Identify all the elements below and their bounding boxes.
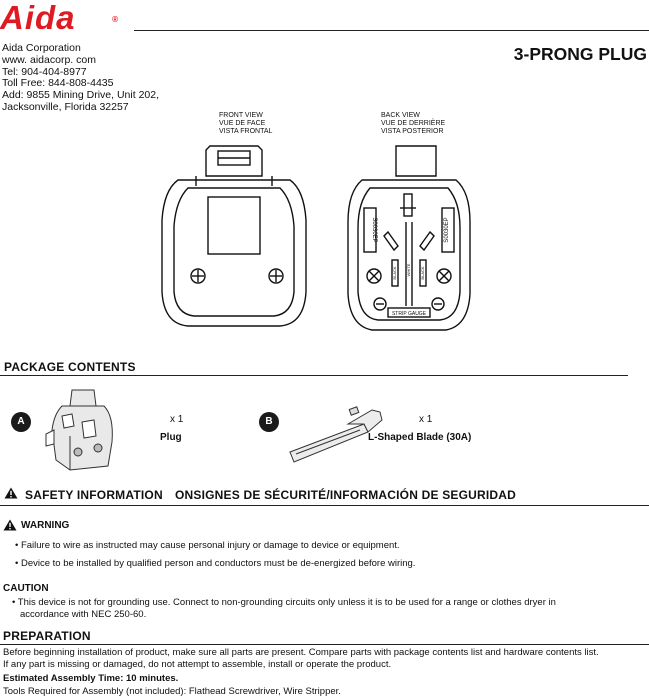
warning-icon	[3, 519, 17, 531]
badge-a: A	[11, 412, 31, 432]
company-address-2: Jacksonville, Florida 32257	[2, 100, 129, 113]
back-label-left: S0030EP	[371, 217, 377, 243]
logo-text: Aida	[0, 0, 76, 36]
package-contents-heading: PACKAGE CONTENTS	[4, 360, 136, 374]
preparation-line-1: Before beginning installation of product, make sure all parts are present. Compare parts with package contents list and hardware contents list.	[3, 647, 599, 658]
caution-bullet-line-1: • This device is not for grounding use. Connect to non-grounding circuits only unless it is to be used for a range or clothes dryer in	[12, 597, 556, 608]
front-view-caption	[219, 112, 272, 136]
safety-heading-translated: ONSIGNES DE SÉCURITÉ/INFORMACIÓN DE SEGURIDAD	[175, 488, 517, 502]
plug-image	[42, 386, 118, 474]
package-rule	[0, 375, 628, 376]
company-toll-free: Toll Free: 844-808-4435	[2, 77, 114, 90]
company-name: Aida Corporation	[2, 42, 81, 54]
company-tel: Tel: 904-404-8977	[2, 65, 87, 78]
safety-rule	[0, 505, 649, 506]
back-view-drawing	[344, 142, 474, 334]
badge-b: B	[259, 412, 279, 432]
safety-heading: SAFETY INFORMATION	[25, 488, 163, 502]
preparation-rule	[0, 644, 649, 645]
warning-triangle-icon	[4, 487, 18, 499]
back-view-en: BACK VIEW	[381, 112, 420, 119]
company-info	[2, 43, 159, 114]
warning-bullet-2: • Device to be installed by qualified person and conductors must be de-energized before wiring.	[15, 558, 416, 569]
caution-label: CAUTION	[3, 583, 49, 594]
back-view-es: VISTA POSTERIOR	[381, 128, 444, 135]
warning-label: WARNING	[21, 520, 70, 531]
back-view-fr: VUE DE DERRIÈRE	[381, 120, 446, 127]
blade-quantity: x 1	[419, 414, 433, 425]
front-view-es: VISTA FRONTAL	[219, 128, 273, 135]
back-view-caption	[381, 112, 445, 136]
assembly-time: Estimated Assembly Time: 10 minutes.	[3, 673, 179, 684]
back-label-black-left: BLACK	[392, 266, 397, 280]
plug-name: Plug	[160, 432, 182, 443]
caution-bullet-line-2: accordance with NEC 250-60.	[20, 609, 147, 620]
blade-name: L-Shaped Blade (30A)	[368, 432, 472, 443]
tools-required: Tools Required for Assembly (not included): Flathead Screwdriver, Wire Stripper.	[3, 686, 341, 697]
back-label-strip-gauge: STRIP GAUGE	[391, 311, 427, 317]
document-title: 3-PRONG PLUG	[513, 44, 647, 64]
back-label-black-right: BLACK	[420, 266, 425, 280]
front-view-fr: VUE DE FACE	[219, 120, 266, 127]
company-website: www. aidacorp. com	[2, 53, 96, 66]
back-label-white: WHITE	[406, 263, 411, 277]
registered-mark: ®	[112, 15, 119, 24]
preparation-line-2: If any part is missing or damaged, do not attempt to assemble, install or operate the product.	[3, 659, 392, 670]
front-view-en: FRONT VIEW	[219, 112, 263, 119]
front-view-drawing	[158, 142, 310, 334]
back-label-right: S0030EP	[444, 217, 450, 243]
warning-bullet-1: • Failure to wire as instructed may cause personal injury or damage to device or equipment.	[15, 540, 400, 551]
plug-quantity: x 1	[170, 414, 184, 425]
company-address-1: Add: 9855 Mining Drive, Unit 202,	[2, 89, 160, 102]
preparation-heading: PREPARATION	[3, 629, 91, 643]
brand-logo	[0, 0, 119, 36]
header-rule	[134, 30, 649, 31]
